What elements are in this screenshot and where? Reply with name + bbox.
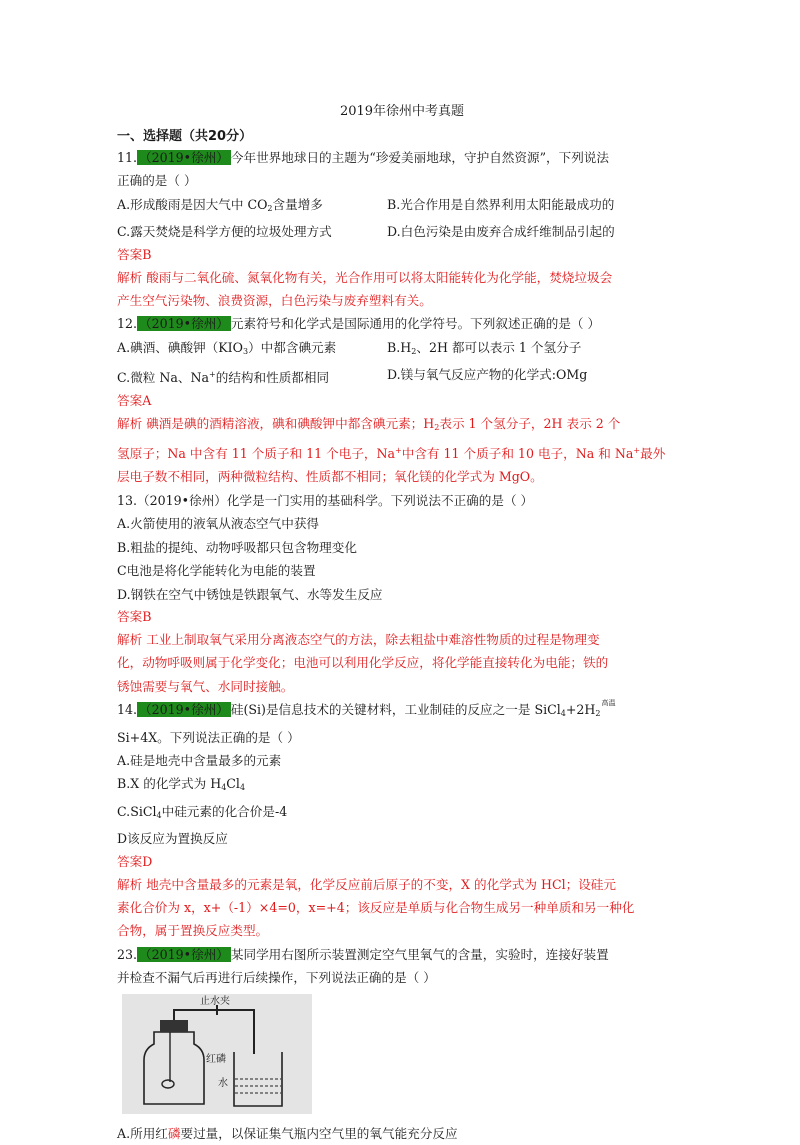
q12-number: 12. [117, 316, 138, 332]
q23-stem-line1 [117, 943, 687, 966]
q14-analysis-line3: 合物，属于置换反应类型。 [117, 923, 269, 939]
q11-option-c: C.露天焚烧是科学方便的垃圾处理方式 [117, 224, 332, 240]
q13-option-a: A.火箭使用的液氧从液态空气中获得 [117, 516, 320, 532]
document-page [117, 96, 687, 1145]
q14-analysis-line2: 素化合价为 x，x+（-1）×4=0，x=+4；该反应是单质与化合物生成另一种单质和另一种化 [117, 899, 635, 915]
q12-options-row1 [117, 336, 687, 363]
q13-option-c: C电池是将化学能转化为电能的装置 [117, 563, 316, 579]
q23-stem: 某同学用右图所示装置测定空气里氧气的含量，实验时，连接好装置 [230, 946, 609, 962]
q13-analysis-line1: 解析 工业上制取氧气采用分离液态空气的方法，除去粗盐中难溶性物质的过程是物理变 [117, 631, 600, 647]
q12-stem-line [117, 312, 687, 335]
q12-source-tag: （2019•徐州） [139, 316, 229, 332]
q12-option-b: $B.H_2$、2H 都可以表示 1 个氢分子 [387, 339, 582, 356]
q11-analysis-line1: 解析 酸雨与二氧化硫、氮氧化物有关，光合作用可以将太阳能转化为化学能，焚烧垃圾会 [117, 269, 613, 285]
q14-analysis-line1: 解析 地壳中含量最多的元素是氧，化学反应前后原子的不变，X 的化学式为 HCl；设硅元 [117, 876, 616, 892]
q13-answer: 答案B [117, 608, 152, 624]
q12-stem: 元素符号和化学式是国际通用的化学符号。下列叙述正确的是（ ） [230, 316, 601, 332]
q11-option-d: D.白色污染是由废弃合成纤维制品引起的 [387, 224, 615, 240]
apparatus-figure [122, 994, 312, 1114]
label-water: 水 [218, 1077, 228, 1089]
q11-option-a: A.形成酸雨是因大气中 $CO_2$含量增多 [117, 196, 323, 213]
q14-answer: 答案D [117, 853, 153, 869]
q14-option-d: D该反应为置换反应 [117, 831, 228, 847]
q11-source-tag: （2019•徐州） [139, 150, 229, 165]
q14-option-b: B.X 的化学式为 $H_4Cl_4$ [117, 776, 246, 793]
q12-options-row2 [117, 363, 687, 389]
q13-option-b: B.粗盐的提纯、动物呼吸都只包含物理变化 [117, 539, 357, 555]
q11-stem-line2: 正确的是（ ） [117, 173, 197, 189]
q11-number: 11. [117, 150, 138, 165]
q13-analysis-line2: 化，动物呼吸则属于化学变化；电池可以利用化学反应，将化学能直接转化为电能；铁的 [117, 655, 609, 671]
section-heading: 一、选择题（共20分） [117, 129, 253, 144]
q13-option-d: D.钢铁在空气中锈蚀是铁跟氧气、水等发生反应 [117, 586, 383, 602]
q12-analysis-line3: 层电子数不相同，两种微粒结构、性质都不相同；氧化镁的化学式为 MgO。 [117, 469, 543, 485]
q23-option-a: A.所用红磷要过量，以保证集气瓶内空气里的氧气能充分反应 [117, 1125, 458, 1141]
q12-option-d: D.镁与氧气反应产物的化学式:OMg [387, 367, 588, 383]
q14-stem-line2: Si+4X。下列说法正确的是（ ） [117, 729, 300, 745]
q12-answer: 答案A [117, 392, 152, 408]
q23-stem-line2: 并检查不漏气后再进行后续操作，下列说法正确的是（ ） [117, 970, 436, 986]
q13-stem: 13.（2019•徐州）化学是一门实用的基础科学。下列说法不正确的是（ ） [117, 492, 534, 508]
q14-stem-line1 [117, 698, 687, 725]
q13-analysis-line3: 锈蚀需要与氧气、水同时接触。 [117, 678, 294, 694]
q14-option-c: C.SiCl$_4$中硅元素的化合价是-4 [117, 803, 288, 820]
apparatus-diagram [122, 994, 312, 1114]
reaction-condition: 高温 [601, 699, 616, 708]
label-phosphorus: 红磷 [206, 1053, 226, 1065]
q12-analysis-line1: 解析 碘酒是碘的酒精溶液，碘和碘酸钾中都含碘元素；$H_2$表示 1 个氢分子，2H 表示 2 个 [117, 415, 621, 432]
q11-options-row2 [117, 220, 687, 243]
q14-number: 14. [117, 702, 138, 718]
q11-stem-line1 [117, 146, 687, 169]
q12-option-a: A.碘酒、碘酸钾$(KIO_3)$中都含碘元素 [117, 339, 337, 356]
q14-source-tag: （2019•徐州） [139, 702, 229, 718]
q11-option-b: B.光合作用是自然界利用太阳能最成功的 [387, 196, 615, 212]
page-title: 2019年徐州中考真题 [339, 104, 465, 119]
q12-analysis-line2: 氢原子；Na 中含有 11 个质子和 11 个电子，Na+中含有 11 个质子和 10 电子，Na 和 Na+最外 [117, 446, 666, 462]
rubber-stopper [160, 1020, 188, 1032]
q14-option-a: A.硅是地壳中含量最多的元素 [117, 752, 282, 768]
q23-number: 23. [117, 946, 138, 962]
label-clamp: 止水夹 [200, 995, 230, 1007]
q14-stem: 硅(Si)是信息技术的关键材料，工业制硅的反应之一是 $SiCl_4+2H_2$ 高温 [231, 702, 617, 717]
q12-option-c: C.微粒 Na、Na+的结构和性质都相同 [117, 370, 330, 386]
q11-stem: 今年世界地球日的主题为“珍爱美丽地球，守护自然资源”，下列说法 [230, 150, 609, 165]
q23-source-tag: （2019•徐州） [139, 946, 229, 962]
q11-answer: 答案B [117, 246, 152, 262]
q11-options-row1 [117, 193, 687, 220]
q11-analysis-line2: 产生空气污染物、浪费资源，白色污染与废弃塑料有关。 [117, 293, 432, 309]
